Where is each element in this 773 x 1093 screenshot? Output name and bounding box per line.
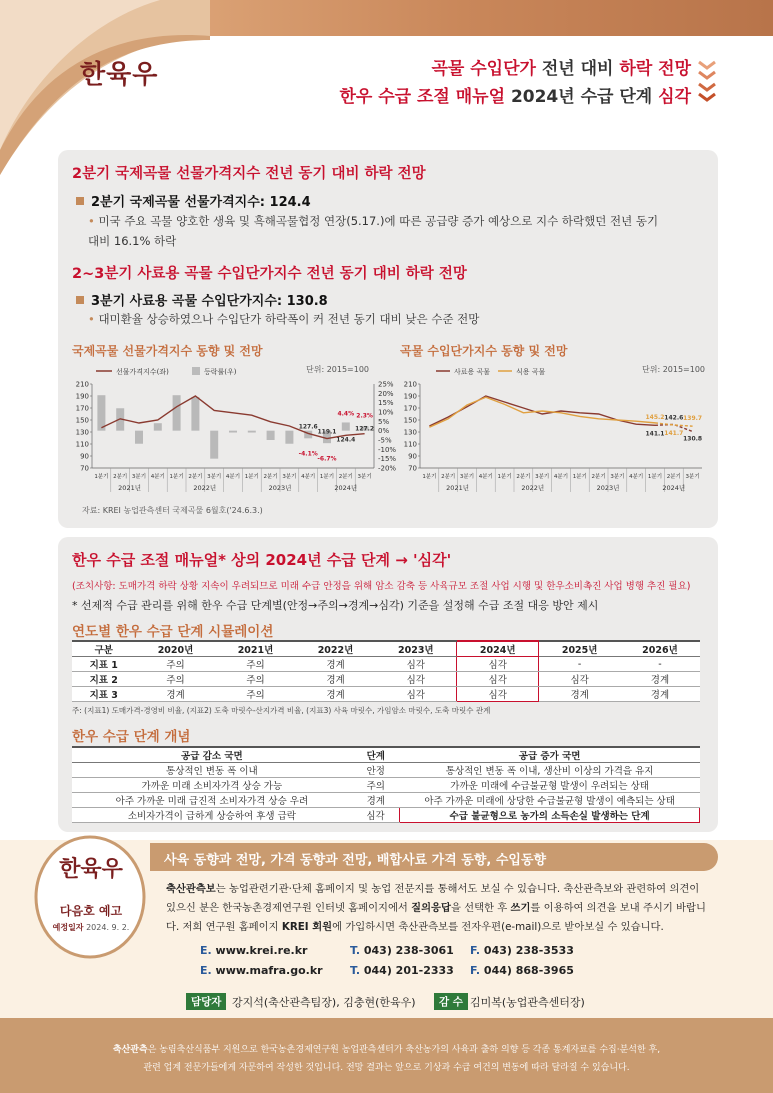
next-issue-label: 다음호 예고 (59, 904, 123, 918)
legend-label: 선물가격지수(좌) (116, 368, 169, 376)
table-cell: 지표 3 (72, 687, 136, 702)
y-tick-label: 170 (403, 404, 417, 413)
x-tick-label: 4분기 (553, 474, 569, 480)
x-tick-label: 2분기 (188, 474, 203, 480)
supply-heading: 한우 수급 조절 매뉴얼* 상의 2024년 수급 단계 → '심각' (72, 551, 452, 569)
data-label: 127.2 (355, 425, 375, 433)
x-year-label: 2022년 (193, 484, 217, 492)
data-label: 2.3% (356, 412, 373, 420)
y-tick-label-left: 110 (75, 440, 89, 449)
simulation-header: 2020년 (136, 641, 216, 657)
data-label: 141.7 (664, 429, 684, 437)
y-tick-label: 210 (403, 380, 417, 389)
y-tick-label-right: 20% (378, 389, 394, 398)
x-tick-label: 2분기 (591, 474, 606, 480)
headline-2: 한우 수급 조절 매뉴얼 2024년 수급 단계 심각 (339, 87, 691, 107)
concept-header: 공급 감소 국면 (72, 747, 352, 763)
y-tick-label-right: 15% (378, 399, 394, 408)
table-cell: 심각 (376, 687, 457, 702)
table-cell: 통상적인 변동 폭 이내, 생산비 이상의 가격을 유지 (400, 763, 700, 778)
futures-index-chart (62, 362, 404, 502)
x-tick-label: 1분기 (497, 474, 512, 480)
x-tick-label: 3분기 (535, 474, 550, 480)
legend-label: 사료용 곡물 (454, 368, 491, 376)
table-cell: 주의 (136, 672, 216, 687)
table-cell: 지표 1 (72, 657, 136, 672)
x-year-label: 2021년 (118, 484, 142, 492)
y-tick-label: 110 (403, 440, 417, 449)
supply-criteria-note: * 선제적 수급 관리를 위해 한우 수급 단계별(안정→주의→경계→심각) 기준을 설정해 수급 조절 대응 방안 제시 (72, 599, 599, 612)
y-tick-label-right: -5% (378, 436, 392, 445)
bar (248, 431, 256, 433)
x-tick-label: 1분기 (94, 474, 109, 480)
x-tick-label: 4분기 (150, 474, 165, 480)
x-tick-label: 2분기 (516, 474, 531, 480)
x-year-label: 2023년 (268, 484, 292, 492)
krei-website-link[interactable]: www.krei.re.kr (215, 944, 308, 957)
chevron-down-icon (696, 58, 718, 104)
simulation-header: 2024년 (457, 641, 539, 657)
y-tick-label-right: -20% (378, 464, 397, 473)
x-tick-label: 3분기 (610, 474, 625, 480)
table-cell: 경계 (296, 672, 376, 687)
footer (0, 1018, 773, 1093)
chart2-title: 곡물 수입단가지수 동향 및 전망 (400, 344, 568, 358)
table-cell: 경계 (352, 793, 400, 808)
simulation-header: 2022년 (296, 641, 376, 657)
staff-names: 강지석(축산관측팀장), 김충현(한육우) (232, 996, 416, 1009)
x-tick-label: 2분기 (666, 474, 681, 480)
x-tick-label: 1분기 (169, 474, 184, 480)
x-tick-label: 3분기 (207, 474, 222, 480)
next-issue-logo: 한육우 (59, 857, 123, 882)
review-tag: 감 수 (434, 993, 468, 1010)
data-label: 130.8 (683, 435, 703, 443)
table-cell: 주의 (352, 778, 400, 793)
grain-bullet-1: 2분기 국제곡물 선물가격지수: 124.4 (76, 191, 311, 210)
x-year-label: 2021년 (446, 484, 470, 492)
data-label: -6.7% (317, 455, 337, 463)
concept-title: 한우 수급 단계 개념 (72, 729, 191, 745)
data-label: 145.2 (645, 413, 665, 421)
x-tick-label: 3분기 (131, 474, 147, 480)
y-tick-label-right: -15% (378, 455, 397, 464)
mafra-website-link[interactable]: www.mafra.go.kr (215, 964, 323, 977)
x-tick-label: 1분기 (422, 474, 437, 480)
contact-row-mafra: E. www.mafra.go.kr T. 044) 201-2333 F. 044) 868-3965 (200, 964, 574, 977)
table-cell: 주의 (216, 657, 296, 672)
table-cell: 경계 (620, 672, 700, 687)
x-tick-label: 3분기 (685, 474, 700, 480)
y-tick-label-left: 170 (75, 404, 89, 413)
data-label: 142.6 (664, 414, 684, 422)
legend-label: 식용 곡물 (516, 368, 546, 376)
bar (154, 423, 162, 430)
table-row (72, 778, 700, 793)
table-cell: 경계 (620, 687, 700, 702)
x-tick-label: 2분기 (441, 474, 456, 480)
simulation-header: 2026년 (620, 641, 700, 657)
x-tick-label: 3분기 (357, 474, 372, 480)
x-tick-label: 2분기 (113, 474, 128, 480)
x-tick-label: 3분기 (459, 474, 475, 480)
x-tick-label: 4분기 (225, 474, 241, 480)
x-year-label: 2022년 (521, 484, 545, 492)
bar (285, 431, 293, 444)
bar (229, 431, 237, 433)
supply-action-note: (조치사항: 도매가격 하락 상황 지속이 우려되므로 미래 수급 안정을 위해 암소 감축 등 사육규모 조절 사업 시행 및 한우소비촉진 사업 병행 추진 필요) (72, 581, 691, 592)
data-label: -4.1% (298, 450, 318, 458)
x-year-label: 2024년 (662, 484, 686, 492)
x-year-label: 2023년 (596, 484, 620, 492)
table-cell: 경계 (296, 657, 376, 672)
y-tick-label-right: 10% (378, 408, 394, 417)
simulation-header: 2021년 (216, 641, 296, 657)
y-tick-label: 190 (403, 392, 417, 401)
table-cell: - (620, 657, 700, 672)
table-cell: 심각 (457, 672, 539, 687)
table-row (72, 672, 700, 687)
bar (173, 395, 181, 430)
table-cell: 심각 (539, 672, 620, 687)
x-tick-label: 2분기 (338, 474, 353, 480)
simulation-table (72, 640, 700, 702)
concept-header: 공급 증가 국면 (400, 747, 700, 763)
table-row (72, 808, 700, 823)
x-year-label: 2024년 (334, 484, 358, 492)
x-tick-label: 1분기 (572, 474, 587, 480)
import-price-chart (392, 362, 710, 502)
table-row (72, 793, 700, 808)
x-tick-label: 1분기 (244, 474, 259, 480)
y-tick-label-right: 5% (378, 417, 390, 426)
x-tick-label: 4분기 (478, 474, 493, 480)
chart-source: 자료: KREI 농업관측센터 국제곡물 6월호('24.6.3.) (82, 506, 263, 515)
info-text: 축산관측보는 농업관련기관·단체 홈페이지 및 농업 전문지를 통해서도 보실 수 있습니다. 축산관측보와 관련하여 의견이 있으신 분은 한국농촌경제연구원 인터넷 홈페이지에서 질의응답을 선택한 후 쓰기를 이용하여 의견을 보내 주시기 바랍니다. 저희 연구원 홈페이지 KREI 회원에 가입하시면 축산관측보를 전자우편(e-mail)으로 받아보실 수 있습니다. (166, 883, 706, 933)
simulation-header: 구분 (72, 641, 136, 657)
simulation-header: 2025년 (539, 641, 620, 657)
table-cell: 심각 (457, 687, 539, 702)
chart1-unit: 단위: 2015=100 (306, 365, 370, 374)
y-tick-label: 90 (408, 452, 417, 461)
table-row (72, 763, 700, 778)
data-label: 127.6 (298, 423, 318, 431)
bar (191, 397, 199, 431)
table-cell: 소비자가격이 급하게 상승하여 후생 급락 (72, 808, 352, 823)
simulation-title: 연도별 한우 수급 단계 시뮬레이션 (72, 624, 274, 640)
staff-tag: 담당자 (186, 993, 226, 1010)
next-issue-banner: 사육 동향과 전망, 가격 동향과 전망, 배합사료 가격 동향, 수입동향 (150, 843, 718, 871)
footer-line-2: 관련 업계 전문가들에게 자문하여 작성한 것입니다. 전망 결과는 앞으로 기상과 수급 여건의 변동에 따라 달라질 수 있습니다. (143, 1063, 630, 1073)
table-cell: 주의 (216, 672, 296, 687)
simulation-note: 주: (지표1) 도매가격-경영비 비율, (지표2) 도축 마릿수-산지가격 비율, (지표3) 사육 마릿수, 가임암소 마릿수, 도축 마릿수 관계 (72, 706, 491, 715)
table-cell: 통상적인 변동 폭 이내 (72, 763, 352, 778)
table-cell: 주의 (136, 657, 216, 672)
concept-header: 단계 (352, 747, 400, 763)
table-cell: 안정 (352, 763, 400, 778)
y-tick-label-left: 70 (80, 464, 89, 473)
x-tick-label: 1분기 (647, 474, 663, 480)
table-cell: 가까운 미래 소비자가격 상승 가능 (72, 778, 352, 793)
y-tick-label-right: 0% (378, 427, 390, 436)
x-tick-label: 1분기 (319, 474, 335, 480)
y-tick-label-left: 130 (75, 428, 89, 437)
table-cell: 심각 (457, 657, 539, 672)
footer-line-1: 축산관측은 농림축산식품부 지원으로 한국농촌경제연구원 농업관측센터가 축산농가의 사육과 출하 의향 등 각종 통계자료를 수집·분석한 후, (112, 1045, 661, 1055)
grain-bullet-2: 3분기 사료용 곡물 수입단가지수: 130.8 (76, 290, 328, 309)
table-cell: 심각 (376, 657, 457, 672)
table-row (72, 657, 700, 672)
table-cell: 경계 (539, 687, 620, 702)
grain-heading-1: 2분기 국제곡물 선물가격지수 전년 동기 대비 하락 전망 (72, 166, 426, 182)
grain-desc-1: • 미국 주요 곡물 양호한 생육 및 흑해곡물협정 연장(5.17.)에 따른 공급량 증가 예상으로 지수 하락했던 전년 동기 대비 16.1% 하락 (88, 214, 659, 248)
data-label: 4.4% (337, 410, 355, 418)
y-tick-label-left: 90 (80, 452, 89, 461)
table-row (72, 687, 700, 702)
x-tick-label: 3분기 (282, 474, 297, 480)
legend-bar-swatch (192, 367, 200, 375)
series-line (429, 397, 655, 427)
data-label: 119.1 (317, 428, 337, 436)
data-label: 124.4 (336, 436, 356, 444)
bar (97, 395, 105, 430)
chart2-unit: 단위: 2015=100 (642, 365, 706, 374)
x-tick-label: 2분기 (263, 474, 278, 480)
bar (210, 431, 218, 459)
review-name: 김미복(농업관측센터장) (470, 996, 585, 1009)
table-cell: 지표 2 (72, 672, 136, 687)
bar (135, 431, 143, 444)
x-tick-label: 4분기 (301, 474, 316, 480)
table-cell: 아주 가까운 미래에 상당한 수급불균형 발생이 예측되는 상태 (400, 793, 700, 808)
grain-desc-2: • 대미환율 상승하였으나 수입단가 하락폭이 커 전년 동기 대비 낮은 수준 전망 (88, 312, 480, 326)
y-tick-label-right: 25% (378, 380, 394, 389)
y-tick-label: 70 (408, 464, 417, 473)
y-tick-label-left: 190 (75, 392, 89, 401)
data-label: 141.1 (645, 430, 665, 438)
y-tick-label-left: 210 (75, 380, 89, 389)
table-cell: 경계 (296, 687, 376, 702)
table-cell: 수급 불균형으로 농가의 소득손실 발생하는 단계 (400, 808, 700, 823)
table-cell: 아주 가까운 미래 급진적 소비자가격 상승 우려 (72, 793, 352, 808)
chart1-title: 국제곡물 선물가격지수 동향 및 전망 (72, 344, 263, 358)
table-cell: 심각 (376, 672, 457, 687)
next-issue-date: 예정일자 2024. 9. 2. (52, 923, 130, 932)
table-cell: 심각 (352, 808, 400, 823)
headline-1: 곡물 수입단가 전년 대비 하락 전망 (431, 59, 691, 79)
table-cell: 경계 (136, 687, 216, 702)
y-tick-label: 130 (403, 428, 417, 437)
y-tick-label-left: 150 (75, 416, 89, 425)
bar (342, 422, 350, 430)
x-tick-label: 4분기 (629, 474, 644, 480)
grain-heading-2: 2~3분기 사료용 곡물 수입단가지수 전년 동기 대비 하락 전망 (72, 266, 467, 282)
table-cell: 가까운 미래에 수급불균형 발생이 우려되는 상태 (400, 778, 700, 793)
table-cell: 주의 (216, 687, 296, 702)
y-tick-label-right: -10% (378, 445, 397, 454)
data-label: 139.7 (683, 415, 703, 423)
table-cell: - (539, 657, 620, 672)
simulation-header: 2023년 (376, 641, 457, 657)
contact-row-krei: E. www.krei.re.kr T. 043) 238-3061 F. 043) 238-3533 (200, 944, 574, 957)
concept-table (72, 746, 700, 823)
legend-label: 등락률(우) (204, 368, 237, 376)
bar (267, 431, 275, 440)
y-tick-label: 150 (403, 416, 417, 425)
header-logo: 한육우 (80, 60, 159, 90)
